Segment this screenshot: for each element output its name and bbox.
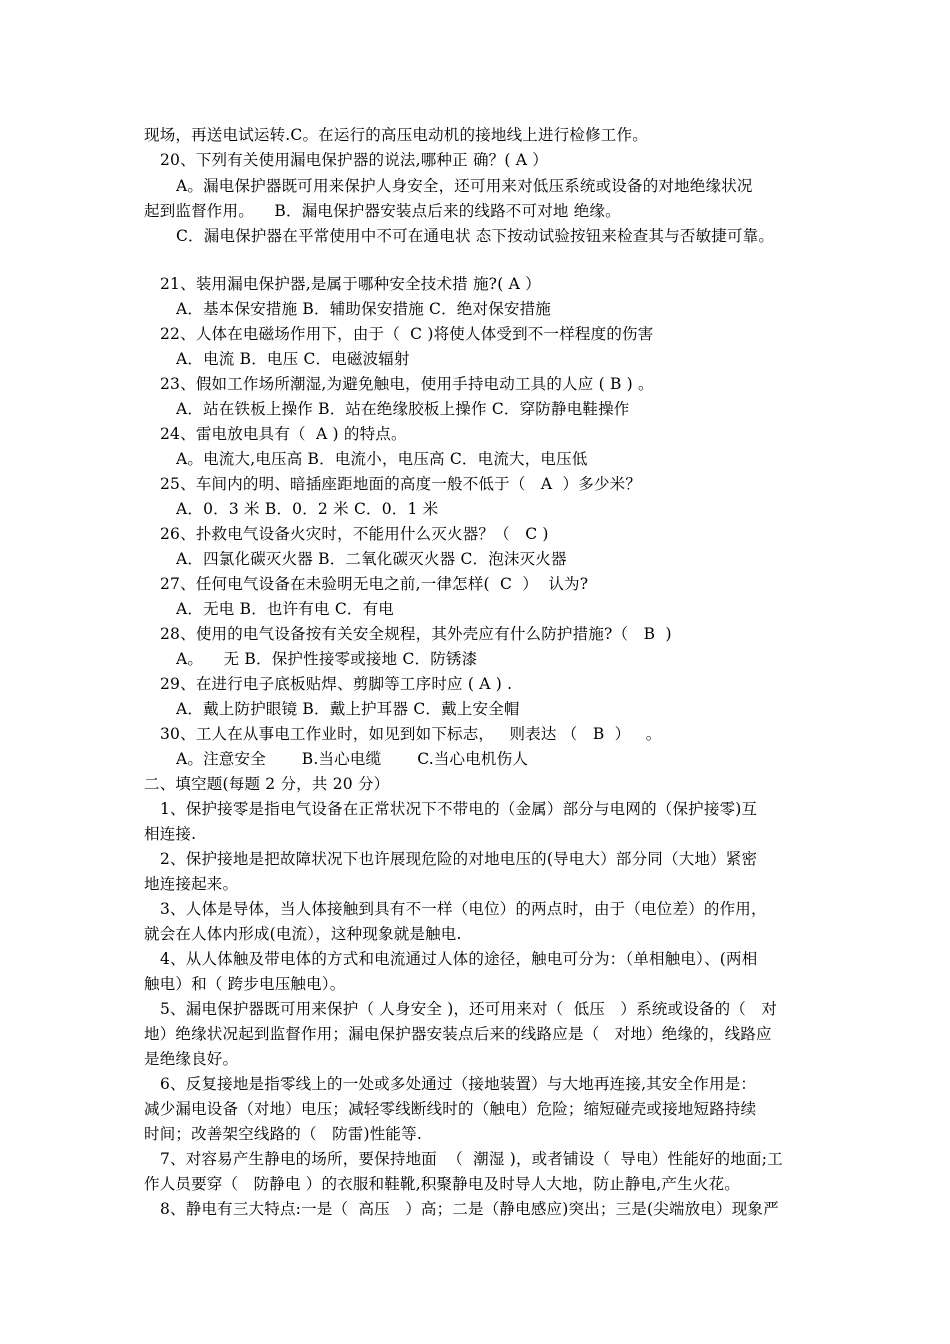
question-24: 24、雷电放电具有（ A ) 的特点。: [160, 425, 407, 443]
fill-blank-8: 8、静电有三大特点:一是（ 高压 ）高；二是（静电感应)突出；三是(尖端放电）现象严: [160, 1200, 779, 1218]
question-30: 30、工人在从事电工作业时，如见到如下标志， 则表达 （ B ） 。: [160, 725, 662, 743]
option-line: A．无电 B．也许有电 C．有电: [176, 600, 394, 618]
question-23: 23、假如工作场所潮湿,为避免触电，使用手持电动工具的人应 ( B ) 。: [160, 375, 654, 393]
question-20: 20、下列有关使用漏电保护器的说法,哪种正 确？( A ）: [160, 151, 548, 169]
option-line: A．电流 B．电压 C．电磁波辐射: [176, 350, 410, 368]
text-line: 触电）和（ 跨步电压触电）。: [144, 975, 346, 993]
fill-blank-1: 1、保护接零是指电气设备在正常状况下不带电的（金属）部分与电网的（保护接零)互: [160, 800, 758, 818]
option-line: A．站在铁板上操作 B．站在绝缘胶板上操作 C．穿防静电鞋操作: [176, 400, 630, 418]
fill-blank-3: 3、人体是导体，当人体接触到具有不一样（电位）的两点时，由于（电位差）的作用，: [160, 900, 767, 918]
fill-blank-5: 5、漏电保护器既可用来保护（ 人身安全 )，还可用来对（ 低压 ）系统或设备的（ 对: [160, 1000, 778, 1018]
option-line: 起到监督作用。 B．漏电保护器安装点后来的线路不可对地 绝缘。: [144, 202, 621, 220]
option-line: A。注意安全 B.当心电缆 C.当心电机伤人: [176, 750, 529, 768]
text-line: 时间；改善架空线路的（ 防雷)性能等.: [144, 1125, 422, 1143]
fill-blank-6: 6、反复接地是指零线上的一处或多处通过（接地装置）与大地再连接,其安全作用是：: [160, 1075, 757, 1093]
text-line: 作人员要穿（ 防静电 ）的衣服和鞋靴,积聚静电及时导人大地，防止静电,产生火花。: [144, 1175, 740, 1193]
text-line: 地连接起来。: [144, 875, 239, 893]
text-line: 是绝缘良好。: [144, 1050, 239, 1068]
text-line: 现场，再送电试运转.C。在运行的高压电动机的接地线上进行检修工作。: [144, 126, 648, 144]
option-line: A．戴上防护眼镜 B．戴上护耳器 C．戴上安全帽: [176, 700, 520, 718]
option-line: C．漏电保护器在平常使用中不可在通电状 态下按动试验按钮来检查其与否敏捷可靠。: [176, 227, 775, 245]
question-21: 21、装用漏电保护器,是属于哪种安全技术措 施?( A ）: [160, 275, 541, 293]
fill-blank-2: 2、保护接地是把故障状况下也许展现危险的对地电压的(导电大）部分同（大地）紧密: [160, 850, 758, 868]
text-line: 地）绝缘状况起到监督作用；漏电保护器安装点后来的线路应是（ 对地）绝缘的，线路应: [144, 1025, 772, 1043]
fill-blank-4: 4、从人体触及带电体的方式和电流通过人体的途径，触电可分为：（单相触电）、(两相: [160, 950, 758, 968]
text-line: 就会在人体内形成(电流），这种现象就是触电.: [144, 925, 462, 943]
question-25: 25、车间内的明、暗插座距地面的高度一般不低于（ A ）多少米？: [160, 475, 642, 493]
section-heading: 二、填空题(每题 2 分，共 20 分）: [144, 775, 390, 793]
question-28: 28、使用的电气设备按有关安全规程，其外壳应有什么防护措施?（ B ): [160, 625, 672, 643]
text-line: 减少漏电设备（对地）电压；减轻零线断线时的（触电）危险；缩短碰壳或接地短路持续: [144, 1100, 757, 1118]
text-line: 相连接.: [144, 825, 197, 843]
question-29: 29、在进行电子底板贴焊、剪脚等工序时应 ( A ) .: [160, 675, 513, 693]
question-26: 26、扑救电气设备火灾时，不能用什么灭火器？（ C ): [160, 525, 549, 543]
option-line: A。电流大,电压高 B．电流小，电压高 C．电流大，电压低: [176, 450, 588, 468]
question-22: 22、人体在电磁场作用下，由于（ C )将使人体受到不一样程度的伤害: [160, 325, 654, 343]
question-27: 27、任何电气设备在未验明无电之前,一律怎样( C ） 认为?: [160, 575, 589, 593]
fill-blank-7: 7、对容易产生静电的场所，要保持地面 （ 潮湿 )，或者铺设（ 导电）性能好的地面;工: [160, 1150, 783, 1168]
option-line: A．基本保安措施 B．辅助保安措施 C．绝对保安措施: [176, 300, 551, 318]
option-line: A。 无 B．保护性接零或接地 C．防锈漆: [176, 650, 478, 668]
option-line: A．0．3 米 B．0．2 米 C．0．1 米: [176, 500, 439, 518]
option-line: A。漏电保护器既可用来保护人身安全，还可用来对低压系统或设备的对地绝缘状况: [176, 177, 753, 195]
option-line: A．四氯化碳灭火器 B．二氧化碳灭火器 C．泡沫灭火器: [176, 550, 567, 568]
